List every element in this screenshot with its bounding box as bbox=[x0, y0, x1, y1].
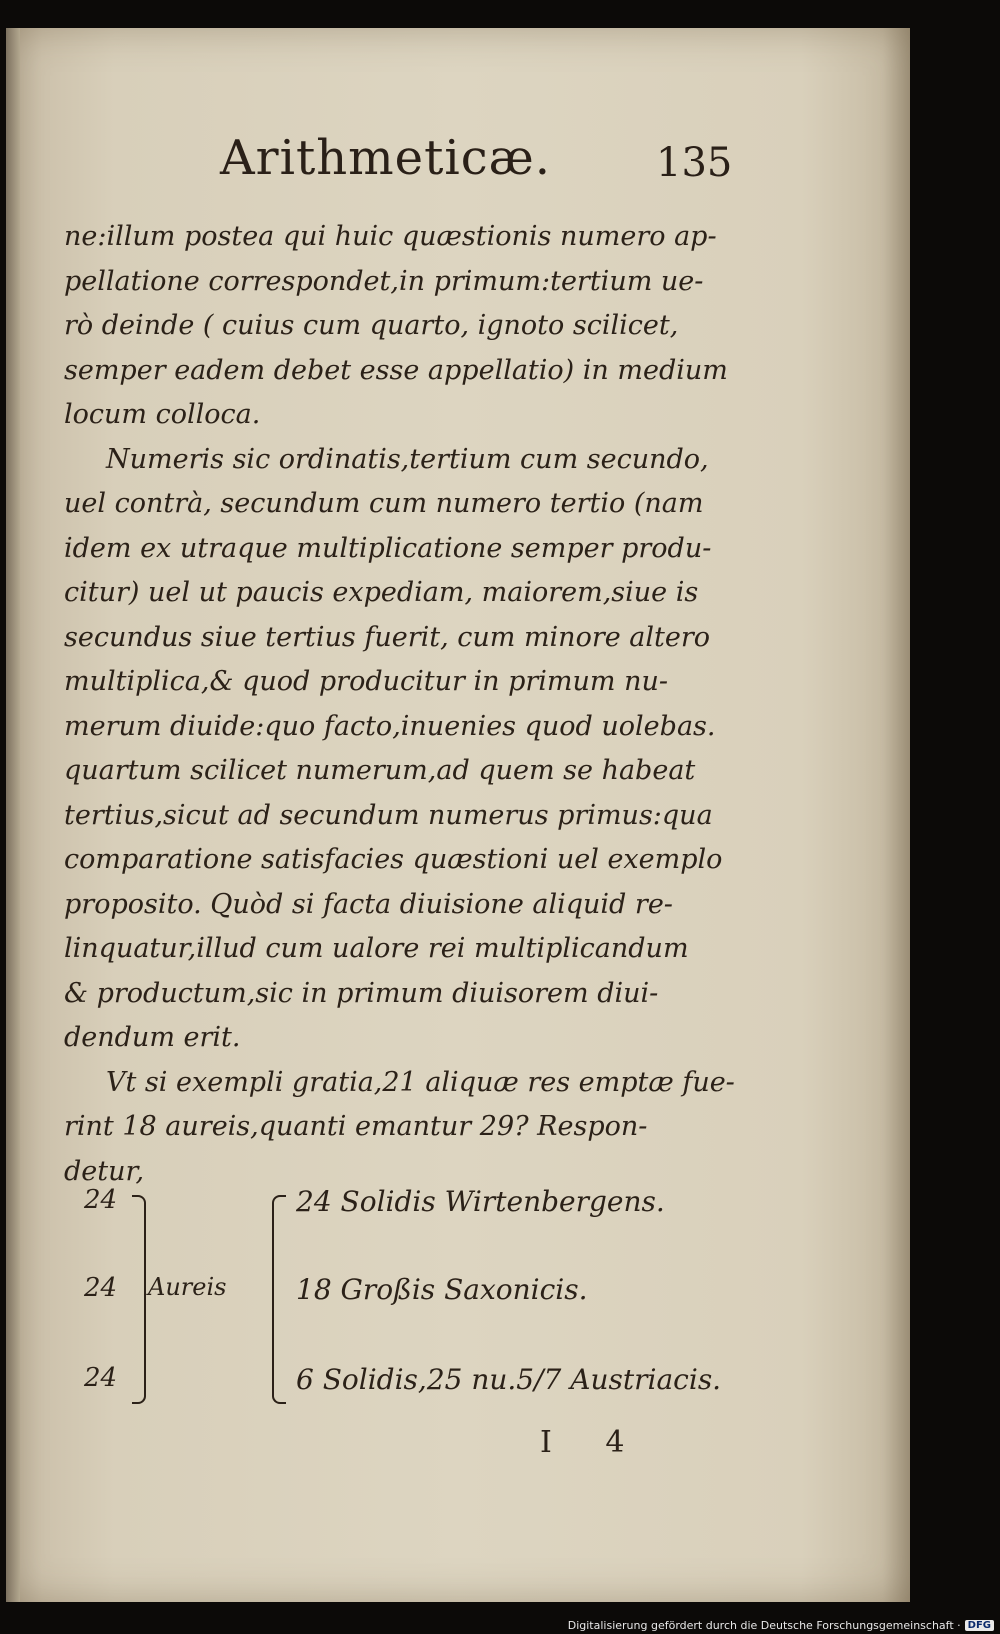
table-right-row: 6 Solidis,25 nu.5/7 Austriacis. bbox=[296, 1363, 722, 1396]
left-brace bbox=[132, 1195, 146, 1404]
table-left-value: 24 bbox=[84, 1185, 118, 1215]
text-line: rò deinde ( cuius cum quarto, ignoto scilicet, bbox=[64, 310, 679, 341]
running-head: Arithmeticæ. bbox=[220, 130, 551, 186]
text-line: semper eadem debet esse appellatio) in medium bbox=[64, 354, 728, 386]
conversion-table bbox=[84, 1185, 724, 1415]
table-right-row: 24 Solidis Wirtenbergens. bbox=[296, 1185, 665, 1218]
table-left-value: 24 bbox=[84, 1363, 118, 1393]
text-line: rint 18 aureis,quanti emantur 29? Respon- bbox=[64, 1111, 648, 1142]
text-line: proposito. Quòd si facta diuisione aliquid re- bbox=[64, 888, 673, 920]
text-line: pellatione correspondet,in primum:tertium ue- bbox=[64, 265, 704, 297]
body-text bbox=[64, 215, 735, 1194]
text-line: comparatione satisfacies quæstioni uel exemplo bbox=[64, 844, 723, 875]
text-line: secundus siue tertius fuerit, cum minore altero bbox=[64, 621, 711, 653]
text-line: tertius,sicut ad secundum numerus primus:qua bbox=[64, 799, 713, 831]
text-line: Numeris sic ordinatis,tertium cum secundo, bbox=[106, 443, 709, 475]
text-line: Vt si exempli gratia,21 aliquæ res emptæ fue- bbox=[106, 1066, 735, 1098]
page-gutter-edge bbox=[6, 28, 20, 1602]
text-line: uel contrà, secundum cum numero tertio (nam bbox=[64, 488, 704, 519]
right-brace bbox=[272, 1195, 286, 1404]
text-line: dendum erit. bbox=[64, 1022, 241, 1053]
text-line: idem ex utraque multiplicatione semper produ- bbox=[64, 532, 712, 564]
dfg-logo-icon: DFG bbox=[965, 1620, 994, 1631]
table-left-value: 24 bbox=[84, 1273, 118, 1303]
text-line: multiplica,& quod producitur in primum nu- bbox=[64, 666, 668, 697]
text-line: linquatur,illud cum ualore rei multiplicandum bbox=[64, 933, 689, 964]
digitization-footer bbox=[568, 1619, 994, 1632]
footer-credit: Digitalisierung gefördert durch die Deutsche Forschungsgemeinschaft · bbox=[567, 1619, 961, 1632]
text-line: quartum scilicet numerum,ad quem se habeat bbox=[64, 755, 696, 786]
table-right-row: 18 Großis Saxonicis. bbox=[296, 1273, 588, 1306]
text-line: merum diuide:quo facto,inuenies quod uolebas. bbox=[64, 710, 716, 742]
aureis-label: Aureis bbox=[148, 1273, 227, 1301]
signature-mark: I 4 bbox=[540, 1425, 647, 1460]
page-number: 135 bbox=[656, 140, 733, 186]
text-line: citur) uel ut paucis expediam, maiorem,siue is bbox=[64, 577, 699, 608]
text-line: ne:illum postea qui huic quæstionis numero ap- bbox=[64, 221, 717, 252]
text-line: detur, bbox=[64, 1155, 145, 1187]
text-line: locum colloca. bbox=[64, 399, 261, 430]
text-line: & productum,sic in primum diuisorem diui- bbox=[64, 977, 659, 1009]
